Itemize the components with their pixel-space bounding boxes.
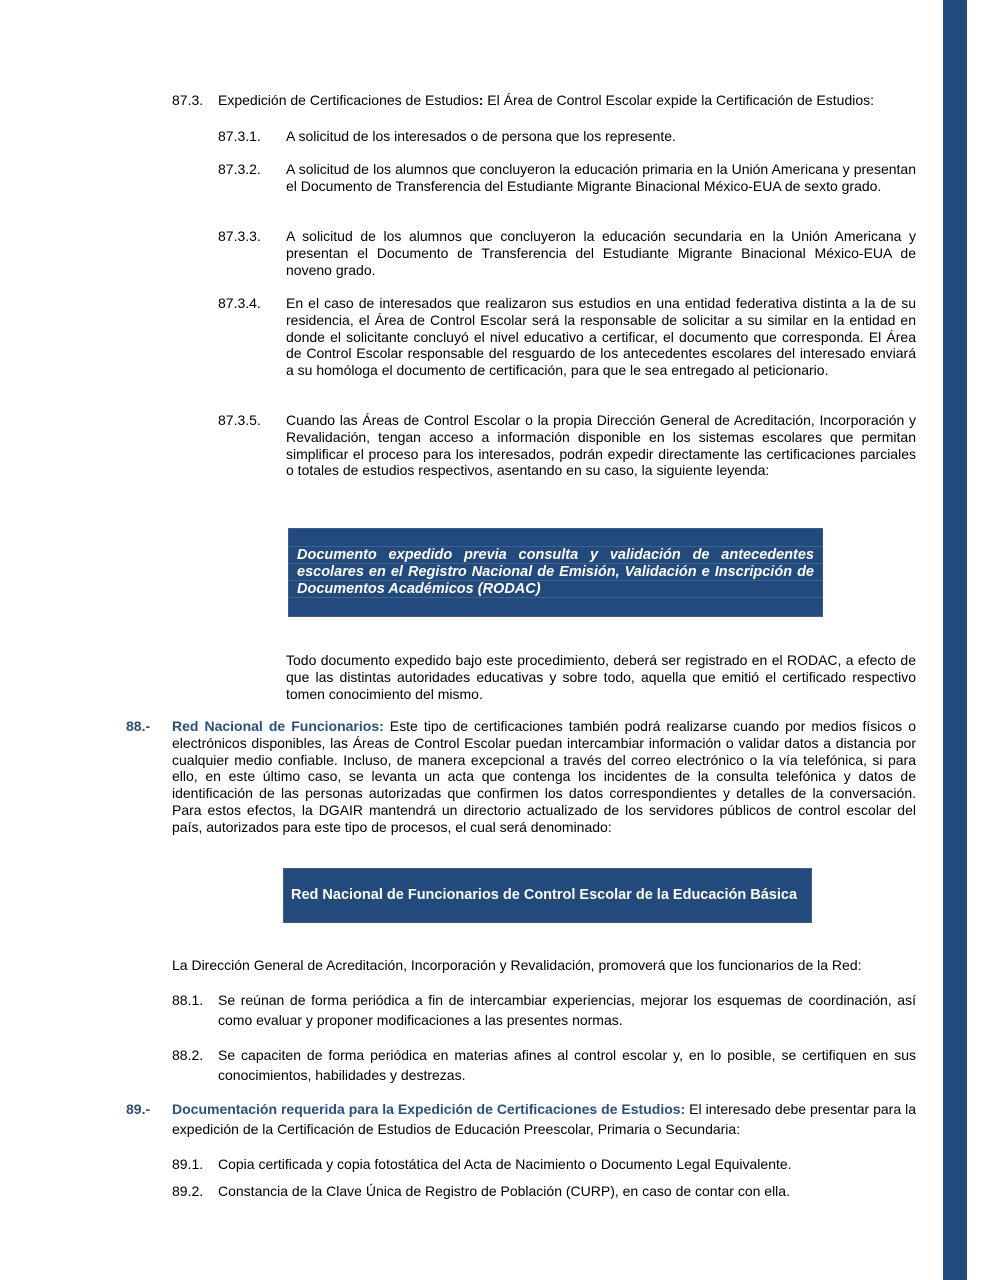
item-89-2-text: Constancia de la Clave Única de Registro de Población (CURP), en caso de contar con ella. xyxy=(218,1183,790,1199)
section-88-title: Red Nacional de Funcionarios: xyxy=(172,718,384,734)
section-87-3-number: 87.3. xyxy=(172,92,204,108)
rodac-legend-text: Documento expedido previa consulta y validación de antecedentes escolares en el Registro Nacional de Emisión, Validación e Inscripción de Documentos Académicos (RODAC) xyxy=(297,547,814,597)
section-87-3-colon: : xyxy=(478,92,484,108)
item-87-3-5-number: 87.3.5. xyxy=(218,412,261,428)
item-87-3-4-number: 87.3.4. xyxy=(218,295,261,311)
item-89-1-number: 89.1. xyxy=(172,1156,204,1172)
item-87-3-2-text: A solicitud de los alumnos que concluyeron la educación primaria en la Unión Americana y presentan el Documento de Transferencia del Estudiante Migrante Binacional México-EUA de sexto grado. xyxy=(286,161,916,194)
item-87-3-5-text: Cuando las Áreas de Control Escolar o la propia Dirección General de Acreditación, Incorporación y Revalidación, tengan acceso a información disponible en los sistemas escolares que permitan simplificar el proceso para los interesados, podrán expedir directamente las certificaciones parciales o totales de estudios respectivos, asentando en su caso, la siguiente leyenda: xyxy=(286,412,916,479)
item-89-2-number: 89.2. xyxy=(172,1183,204,1199)
red-nacional-box-text: Red Nacional de Funcionarios de Control Escolar de la Educación Básica xyxy=(291,887,798,903)
section-87-3-heading xyxy=(218,92,918,109)
item-87-3-2-number: 87.3.2. xyxy=(218,161,261,177)
section-88-text: Este tipo de certificaciones también podrá realizarse cuando por medios físicos o electrónicos disponibles, las Áreas de Control Escolar puedan intercambiar información o validar datos a distancia por cualquier medio confiable. Incluso, de manera excepcional a través del correo electrónico o la vía telefónica, si para ello, en este último caso, se levanta un acta que contenga los incidentes de la consulta telefónica y datos de identificación de las personas autorizadas que confirmen los datos correspondientes y detalles de la conversación. Para estos efectos, la DGAIR mantendrá un directorio actualizado de los servidores públicos de control escolar del país, autorizados para este tipo de procesos, el cual será denominado: xyxy=(172,718,916,835)
item-87-3-1-text: A solicitud de los interesados o de persona que los represente. xyxy=(286,128,676,144)
red-nacional-box xyxy=(283,868,812,923)
item-87-3-4-text: En el caso de interesados que realizaron sus estudios en una entidad federativa distinta a la de su residencia, el Área de Control Escolar será la responsable de solicitar a su similar en la entidad en donde el solicitante concluyó el nivel educativo a certificar, el documento que corresponda. El Área de Control Escolar responsable del resguardo de los antecedentes escolares del interesado enviará a su homóloga el documento de certificación, para que le sea entregado al peticionario. xyxy=(286,295,916,379)
rodac-legend-box xyxy=(288,528,823,617)
item-87-3-3-number: 87.3.3. xyxy=(218,228,261,244)
rodac-registration-paragraph: Todo documento expedido bajo este procedimiento, deberá ser registrado en el RODAC, a efecto de que las distintas autoridades educativas y sobre todo, aquella que emitió el certificado respectivo tomen conocimiento del mismo. xyxy=(286,652,916,702)
item-87-3-3-text: A solicitud de los alumnos que concluyeron la educación secundaria en la Unión Americana y presentan el Documento de Transferencia del Estudiante Migrante Binacional México-EUA de noveno grado. xyxy=(286,228,916,278)
section-88-number: 88.- xyxy=(126,718,151,734)
section-89-title: Documentación requerida para la Expedición de Certificaciones de Estudios: xyxy=(172,1101,686,1117)
section-88-paragraph xyxy=(172,718,916,836)
item-88-2-number: 88.2. xyxy=(172,1047,204,1063)
section-89-paragraph xyxy=(172,1099,916,1139)
item-88-1-text: Se reúnan de forma periódica a fin de intercambiar experiencias, mejorar los esquemas de coordinación, así como evaluar y proponer modificaciones a las presentes normas. xyxy=(218,992,916,1028)
item-87-3-1-number: 87.3.1. xyxy=(218,128,261,144)
item-89-1-text: Copia certificada y copia fotostática del Acta de Nacimiento o Documento Legal Equivalente. xyxy=(218,1156,792,1172)
item-88-1-number: 88.1. xyxy=(172,992,204,1008)
item-88-2-text: Se capaciten de forma periódica en materias afines al control escolar y, en lo posible, se certifiquen en sus conocimientos, habilidades y destrezas. xyxy=(218,1047,916,1083)
section-88-intro: La Dirección General de Acreditación, Incorporación y Revalidación, promoverá que los funcionarios de la Red: xyxy=(172,957,862,973)
section-89-text: El interesado debe presentar para la expedición de la Certificación de Estudios de Educación Preescolar, Primaria o Secundaria: xyxy=(172,1101,916,1137)
section-87-3-title: Expedición de Certificaciones de Estudios xyxy=(218,92,479,108)
page-side-bar xyxy=(943,0,967,1280)
section-89-number: 89.- xyxy=(126,1101,151,1117)
section-87-3-text: El Área de Control Escolar expide la Certificación de Estudios: xyxy=(483,92,875,108)
